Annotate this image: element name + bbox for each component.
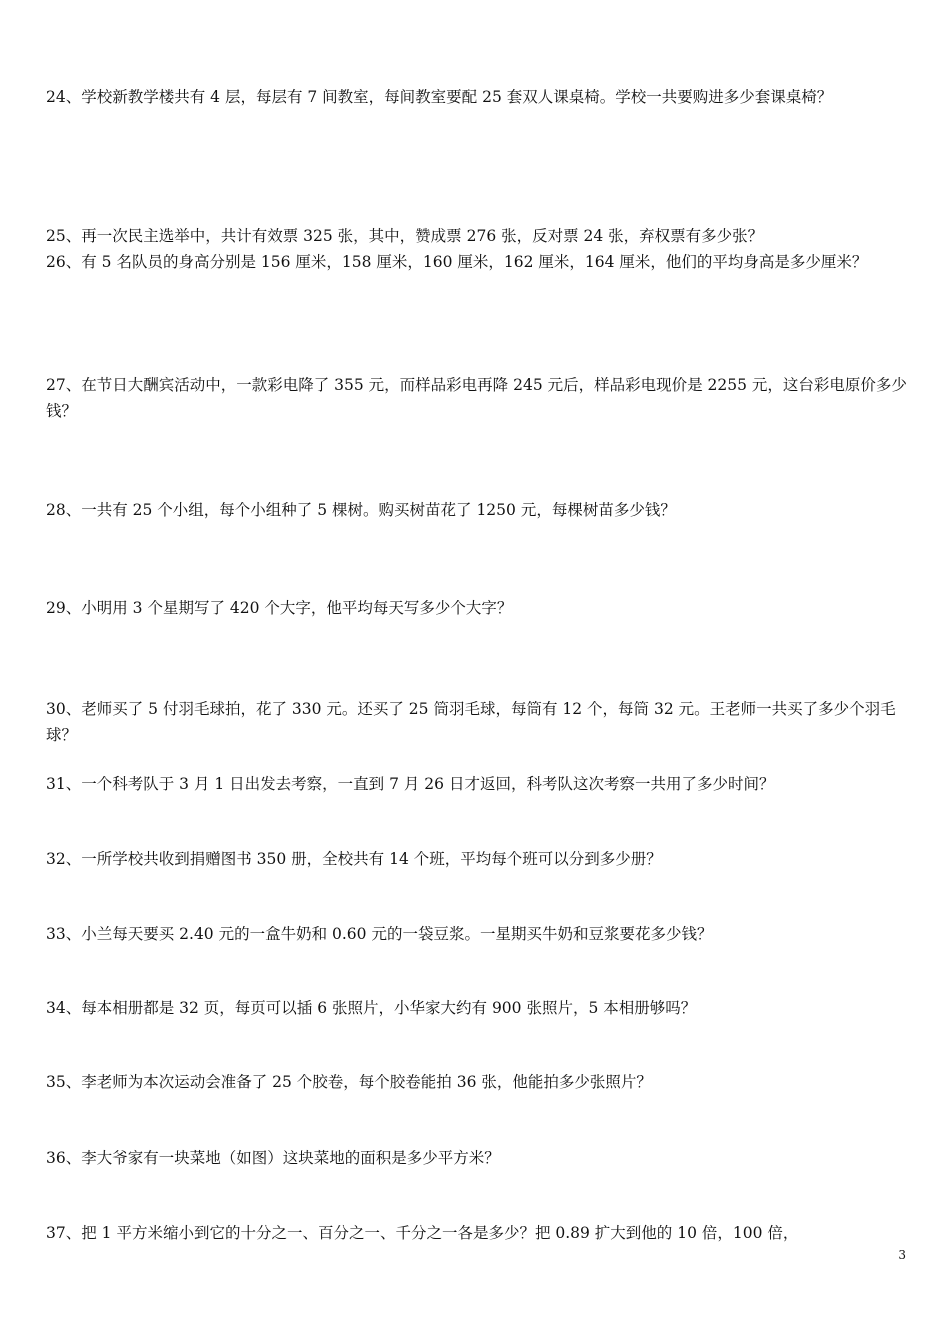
question-25: 25、再一次民主选举中，共计有效票 325 张，其中，赞成票 276 张，反对票 24 张，弃权票有多少张？ [46,227,764,245]
question-34: 34、每本相册都是 32 页，每页可以插 6 张照片，小华家大约有 900 张照片，5 本相册够吗？ [46,999,697,1017]
question-26: 26、有 5 名队员的身高分别是 156 厘米，158 厘米，160 厘米，162 厘米，164 厘米，他们的平均身高是多少厘米？ [46,253,868,271]
question-28: 28、一共有 25 个小组，每个小组种了 5 棵树。购买树苗花了 1250 元，每棵树苗多少钱？ [46,501,676,519]
question-35: 35、李老师为本次运动会准备了 25 个胶卷，每个胶卷能拍 36 张，他能拍多少张照片？ [46,1073,652,1091]
question-32: 32、一所学校共收到捐赠图书 350 册，全校共有 14 个班，平均每个班可以分到多少册？ [46,850,662,868]
question-36: 36、李大爷家有一块菜地（如图）这块菜地的面积是多少平方米？ [46,1149,500,1167]
question-30: 30、老师买了 5 付羽毛球拍，花了 330 元。还买了 25 筒羽毛球，每筒有 12 个，每筒 32 元。王老师一共买了多少个羽毛球？ [46,700,896,744]
page-number: 3 [898,1248,906,1262]
question-37: 37、把 1 平方米缩小到它的十分之一、百分之一、千分之一各是多少？把 0.89 扩大到他的 10 倍，100 倍， [46,1224,799,1242]
question-24: 24、学校新教学楼共有 4 层，每层有 7 间教室，每间教室要配 25 套双人课桌椅。学校一共要购进多少套课桌椅？ [46,88,833,106]
question-29: 29、小明用 3 个星期写了 420 个大字，他平均每天写多少个大字？ [46,599,513,617]
question-33: 33、小兰每天要买 2.40 元的一盒牛奶和 0.60 元的一袋豆浆。一星期买牛奶和豆浆要花多少钱？ [46,925,713,943]
question-31: 31、一个科考队于 3 月 1 日出发去考察，一直到 7 月 26 日才返回，科考队这次考察一共用了多少时间？ [46,775,775,793]
question-27: 27、在节日大酬宾活动中，一款彩电降了 355 元，而样品彩电再降 245 元后，样品彩电现价是 2255 元，这台彩电原价多少钱？ [46,376,907,420]
